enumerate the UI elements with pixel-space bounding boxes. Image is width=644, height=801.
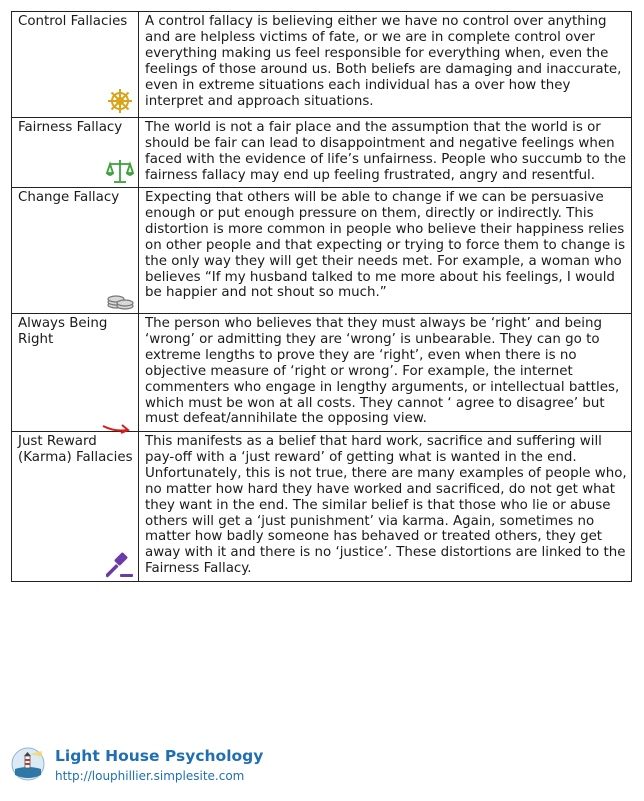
lighthouse-logo-icon bbox=[11, 747, 45, 781]
fallacy-description: This manifests as a belief that hard work, sacrifice and suffering will pay-off with a ‘just reward’ of getting what is wanted in the end. Unfortunately, this is not true, there are many examples of people who, no matter how hard they have worked and sacrificed, do not get what they want in the end. The similar belief is that those who lie or abuse others will get a ‘just punishment’ via karma. Again, sometimes no matter how badly someone has behaved or treated others, they get away with it and there is no ‘justice’. These distortions are linked to the Fairness Fallacy. bbox=[139, 432, 632, 582]
website-link[interactable]: http://louphillier.simplesite.com bbox=[55, 769, 245, 783]
table-row bbox=[12, 12, 632, 118]
scales-icon bbox=[106, 157, 134, 185]
fallacy-name: Control Fallacies bbox=[18, 14, 128, 29]
table-row bbox=[12, 314, 632, 432]
fallacy-description: Expecting that others will be able to change if we can be persuasive enough or put enough pressure on them, directly or indirectly. This distortion is more common in people who believe their happiness relies on other people and that expecting or trying to force them to change is the only way they will get their needs met. For example, a woman who believes “If my husband talked to me more about his feelings, I would be happier and not shout so much.” bbox=[139, 188, 632, 314]
fallacy-name: Fairness Fallacy bbox=[18, 120, 123, 135]
fallacy-name: Change Fallacy bbox=[18, 190, 120, 205]
fallacies-table bbox=[11, 11, 632, 582]
fallacy-name: Just Reward (Karma) Fallacies bbox=[18, 434, 133, 465]
fallacy-name-cell bbox=[12, 188, 139, 314]
table-row bbox=[12, 432, 632, 582]
fallacy-description: The person who believes that they must always be ‘right’ and being ‘wrong’ or admitting they are ‘wrong’ is unbearable. They can go to extreme lengths to prove they are ‘right’, even when there is no objective measure of ‘right or wrong’. For example, the internet commenters who engage in lengthy arguments, or intellectual battles, which must be won at all costs. They cannot ‘ agree to disagree’ but must defeat/annihilate the opposing view. bbox=[139, 314, 632, 432]
fallacy-name-cell bbox=[12, 118, 139, 188]
fallacy-name-cell bbox=[12, 314, 139, 432]
fallacy-name: Always Being Right bbox=[18, 316, 108, 347]
red-arrow-icon bbox=[101, 422, 131, 436]
footer bbox=[11, 745, 331, 785]
gavel-icon bbox=[106, 551, 134, 579]
fallacy-description: A control fallacy is believing either we have no control over anything and are helpless victims of fate, or we are in complete control over everything making us feel responsible for everything when, even the feelings of those around us. Both beliefs are damaging and inaccurate, even in extreme situations each individual has a over how they interpret and approach situations. bbox=[139, 12, 632, 118]
coins-icon bbox=[106, 283, 134, 311]
fallacy-name-cell bbox=[12, 12, 139, 118]
table-row bbox=[12, 188, 632, 314]
fallacy-name-cell bbox=[12, 432, 139, 582]
fallacy-description: The world is not a fair place and the assumption that the world is or should be fair can lead to disappointment and negative feelings when faced with the evidence of life’s unfairness. People who succumb to the fairness fallacy may end up feeling frustrated, angry and resentful. bbox=[139, 118, 632, 188]
brand-name: Light House Psychology bbox=[55, 747, 264, 765]
table-row bbox=[12, 118, 632, 188]
ship-wheel-icon bbox=[106, 87, 134, 115]
